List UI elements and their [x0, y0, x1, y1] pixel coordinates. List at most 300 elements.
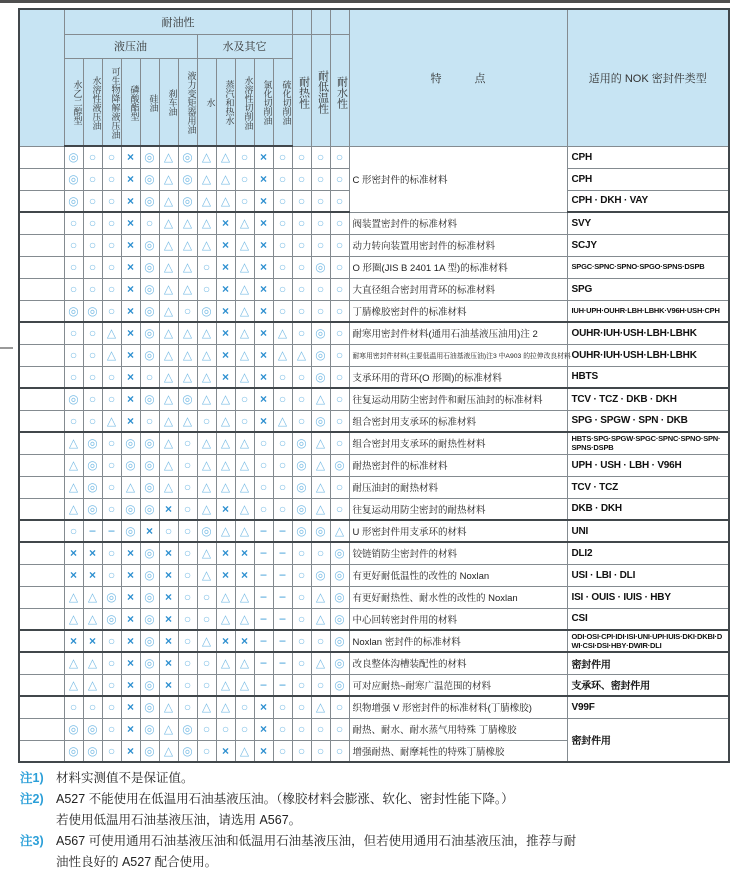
table-row	[19, 454, 729, 476]
rating-symbol-cell: ○	[292, 300, 311, 322]
rating-symbol-cell: ◎	[292, 432, 311, 454]
rating-symbol-cell: △	[64, 674, 83, 696]
rating-symbol-cell: △	[178, 410, 197, 432]
column-header-fluid-8: 水	[197, 58, 216, 146]
rating-symbol-cell: ○	[330, 344, 349, 366]
rating-symbol-cell: △	[64, 652, 83, 674]
rating-symbol-cell: ○	[311, 674, 330, 696]
rating-symbol-cell: ○	[102, 212, 121, 234]
footnote-text: A527 不能使用在低温用石油基液压油。（橡胶材料会膨涨、软化、密封性能下降。）	[56, 792, 514, 806]
rating-symbol-cell: △	[216, 674, 235, 696]
rating-symbol-cell: ○	[102, 740, 121, 762]
rating-symbol-cell: ×	[235, 542, 254, 564]
rating-symbol-cell: ○	[140, 366, 159, 388]
rating-symbol-cell: ○	[292, 366, 311, 388]
rating-symbol-cell: ◎	[83, 454, 102, 476]
footnote-label	[20, 810, 56, 831]
rating-symbol-cell: ◎	[102, 608, 121, 630]
rating-symbol-cell: △	[216, 168, 235, 190]
column-header-fluid-1: 水乙二醇型	[64, 58, 83, 146]
rating-symbol-cell: ×	[83, 564, 102, 586]
rating-symbol-cell: △	[273, 344, 292, 366]
rating-symbol-cell: ◎	[121, 454, 140, 476]
nok-type-cell: USI · LBI · DLI	[567, 564, 729, 586]
rating-symbol-cell: ◎	[178, 718, 197, 740]
header-features: 特 点	[349, 9, 567, 146]
nok-type-cell: CPH	[567, 146, 729, 168]
rating-symbol-cell: △	[235, 674, 254, 696]
rating-symbol-cell: ◎	[140, 234, 159, 256]
rating-symbol-cell: ×	[254, 696, 273, 718]
rating-symbol-cell: △	[311, 586, 330, 608]
rating-symbol-cell: ◎	[64, 190, 83, 212]
nok-type-cell: UPH · USH · LBH · V96H	[567, 454, 729, 476]
blank-cell	[19, 696, 64, 718]
rating-symbol-cell: ×	[159, 630, 178, 652]
rating-symbol-cell: △	[235, 234, 254, 256]
table-row	[19, 278, 729, 300]
rating-symbol-cell: △	[197, 322, 216, 344]
rating-symbol-cell: ○	[330, 168, 349, 190]
rating-symbol-cell: ○	[197, 256, 216, 278]
nok-type-cell: 密封件用	[567, 718, 729, 762]
rating-symbol-cell: −	[254, 542, 273, 564]
rating-symbol-cell: ×	[216, 366, 235, 388]
rating-symbol-cell: ×	[121, 630, 140, 652]
column-header-fluid-3: 可生物降解液压油	[102, 58, 121, 146]
rating-symbol-cell: ○	[197, 410, 216, 432]
rating-symbol-cell: △	[159, 168, 178, 190]
table-row	[19, 256, 729, 278]
rating-symbol-cell: ○	[292, 564, 311, 586]
rating-symbol-cell: △	[311, 652, 330, 674]
rating-symbol-cell: ×	[254, 278, 273, 300]
footnote-label	[20, 852, 56, 873]
rating-symbol-cell: ○	[292, 410, 311, 432]
nok-type-cell: CPH	[567, 168, 729, 190]
rating-symbol-cell: △	[216, 520, 235, 542]
blank-cell	[19, 190, 64, 212]
rating-symbol-cell: ×	[121, 586, 140, 608]
rating-symbol-cell: △	[216, 388, 235, 410]
rating-symbol-cell: ○	[330, 234, 349, 256]
footnote-text: 材料实测值不是保证值。	[56, 771, 194, 785]
rating-symbol-cell: ○	[64, 278, 83, 300]
rating-symbol-cell: ○	[102, 168, 121, 190]
rating-symbol-cell: ○	[330, 190, 349, 212]
rating-symbol-cell: △	[197, 432, 216, 454]
rating-symbol-cell: ◎	[83, 498, 102, 520]
rating-symbol-cell: ○	[102, 278, 121, 300]
rating-symbol-cell: ○	[292, 168, 311, 190]
rating-symbol-cell: ◎	[140, 146, 159, 168]
rating-symbol-cell: ○	[273, 718, 292, 740]
rating-symbol-cell: ○	[292, 278, 311, 300]
rating-symbol-cell: ○	[64, 256, 83, 278]
rating-symbol-cell: △	[197, 630, 216, 652]
rating-symbol-cell: −	[254, 674, 273, 696]
rating-symbol-cell: ◎	[64, 740, 83, 762]
rating-symbol-cell: △	[216, 608, 235, 630]
blank-cell	[19, 630, 64, 652]
rating-symbol-cell: ×	[216, 322, 235, 344]
rating-symbol-cell: △	[235, 256, 254, 278]
rating-symbol-cell: ×	[121, 278, 140, 300]
rating-symbol-cell: ×	[254, 322, 273, 344]
rating-symbol-cell: −	[273, 586, 292, 608]
rating-symbol-cell: △	[159, 410, 178, 432]
rating-symbol-cell: −	[254, 564, 273, 586]
rating-symbol-cell: △	[121, 476, 140, 498]
rating-symbol-cell: ○	[197, 652, 216, 674]
blank-cell	[19, 652, 64, 674]
rating-symbol-cell: ○	[292, 322, 311, 344]
rating-symbol-cell: △	[216, 410, 235, 432]
rating-symbol-cell: △	[197, 366, 216, 388]
rating-symbol-cell: ×	[121, 564, 140, 586]
table-row	[19, 696, 729, 718]
rating-symbol-cell: ×	[216, 278, 235, 300]
rating-symbol-cell: −	[83, 520, 102, 542]
rating-symbol-cell: ○	[197, 278, 216, 300]
feature-cell: 组合密封用支承环的标准材料	[349, 410, 567, 432]
rating-symbol-cell: ○	[311, 278, 330, 300]
header-spacer-heat	[292, 9, 311, 34]
rating-symbol-cell: ○	[273, 366, 292, 388]
rating-symbol-cell: ×	[254, 146, 273, 168]
rating-symbol-cell: ○	[178, 476, 197, 498]
rating-symbol-cell: △	[159, 388, 178, 410]
rating-symbol-cell: ○	[83, 256, 102, 278]
rating-symbol-cell: ×	[254, 366, 273, 388]
rating-symbol-cell: △	[64, 432, 83, 454]
feature-cell: 耐热、耐水、耐水蒸气用特殊 丁腈橡胶	[349, 718, 567, 740]
rating-symbol-cell: ○	[292, 190, 311, 212]
rating-symbol-cell: ○	[254, 476, 273, 498]
blank-cell	[19, 542, 64, 564]
rating-symbol-cell: ○	[254, 432, 273, 454]
nok-type-cell: SPGC·SPNC·SPNO·SPGO·SPNS·DSPB	[567, 256, 729, 278]
table-row	[19, 498, 729, 520]
header-spacer-water	[330, 9, 349, 34]
blank-cell	[19, 674, 64, 696]
rating-symbol-cell: ○	[273, 432, 292, 454]
table-row	[19, 410, 729, 432]
rating-symbol-cell: −	[273, 630, 292, 652]
rating-symbol-cell: △	[197, 190, 216, 212]
rating-symbol-cell: ×	[121, 652, 140, 674]
nok-type-cell: DKB · DKH	[567, 498, 729, 520]
rating-symbol-cell: ×	[159, 608, 178, 630]
rating-symbol-cell: △	[235, 608, 254, 630]
rating-symbol-cell: △	[235, 366, 254, 388]
rating-symbol-cell: ○	[83, 322, 102, 344]
rating-symbol-cell: ◎	[330, 652, 349, 674]
rating-symbol-cell: ○	[273, 476, 292, 498]
rating-symbol-cell: △	[216, 586, 235, 608]
header-water-resistance: 耐水性	[330, 34, 349, 146]
rating-symbol-cell: ○	[273, 234, 292, 256]
rating-symbol-cell: ×	[121, 608, 140, 630]
rating-symbol-cell: ○	[64, 410, 83, 432]
feature-cell: 耐寒用密封件材料(主要低温用石油基液压油)注3 中A903 的拉伸改良材料	[349, 344, 567, 366]
rating-symbol-cell: △	[216, 652, 235, 674]
rating-symbol-cell: △	[178, 234, 197, 256]
rating-symbol-cell: ○	[292, 542, 311, 564]
nok-type-cell: TCV · TCZ	[567, 476, 729, 498]
rating-symbol-cell: ○	[102, 630, 121, 652]
nok-type-cell: TCV · TCZ · DKB · DKH	[567, 388, 729, 410]
rating-symbol-cell: ○	[235, 168, 254, 190]
rating-symbol-cell: △	[197, 168, 216, 190]
rating-symbol-cell: ○	[311, 718, 330, 740]
rating-symbol-cell: ◎	[311, 410, 330, 432]
blank-cell	[19, 608, 64, 630]
rating-symbol-cell: △	[159, 278, 178, 300]
rating-symbol-cell: △	[64, 476, 83, 498]
rating-symbol-cell: △	[64, 586, 83, 608]
rating-symbol-cell: ○	[235, 388, 254, 410]
rating-symbol-cell: ◎	[330, 630, 349, 652]
rating-symbol-cell: △	[235, 498, 254, 520]
header-water-and-others: 水及其它	[197, 34, 292, 58]
column-header-fluid-5: 硅油	[140, 58, 159, 146]
rating-symbol-cell: △	[197, 696, 216, 718]
rating-symbol-cell: ◎	[140, 674, 159, 696]
rating-symbol-cell: ○	[83, 168, 102, 190]
rating-symbol-cell: ◎	[140, 564, 159, 586]
rating-symbol-cell: ○	[64, 696, 83, 718]
rating-symbol-cell: ◎	[140, 476, 159, 498]
rating-symbol-cell: ○	[83, 388, 102, 410]
rating-symbol-cell: ×	[83, 542, 102, 564]
feature-cell: 组合密封用支承环的耐热性材料	[349, 432, 567, 454]
rating-symbol-cell: ×	[121, 256, 140, 278]
rating-symbol-cell: ×	[121, 718, 140, 740]
footnote-line	[20, 768, 722, 789]
rating-symbol-cell: ○	[102, 476, 121, 498]
rating-symbol-cell: ×	[254, 344, 273, 366]
rating-symbol-cell: ○	[64, 344, 83, 366]
rating-symbol-cell: ○	[178, 300, 197, 322]
rating-symbol-cell: ×	[121, 740, 140, 762]
footnote-label: 注1)	[20, 771, 44, 785]
rating-symbol-cell: △	[273, 410, 292, 432]
rating-symbol-cell: ○	[102, 454, 121, 476]
footnote-label: 注2)	[20, 792, 44, 806]
rating-symbol-cell: ×	[121, 190, 140, 212]
column-header-fluid-10: 水溶性切削油	[235, 58, 254, 146]
table-row	[19, 388, 729, 410]
rating-symbol-cell: △	[159, 696, 178, 718]
rating-symbol-cell: △	[159, 366, 178, 388]
feature-cell: 可对应耐热~耐寒广温范围的材料	[349, 674, 567, 696]
table-row	[19, 652, 729, 674]
rating-symbol-cell: ○	[330, 322, 349, 344]
rating-symbol-cell: ○	[273, 146, 292, 168]
nok-type-cell: IUH·UPH·OUHR·LBH·LBHK·V96H·USH·CPH	[567, 300, 729, 322]
rating-symbol-cell: ×	[254, 168, 273, 190]
rating-symbol-cell: ◎	[140, 630, 159, 652]
column-header-fluid-4: 磷酸酯型	[121, 58, 140, 146]
rating-symbol-cell: △	[235, 652, 254, 674]
rating-symbol-cell: ○	[102, 564, 121, 586]
rating-symbol-cell: ○	[102, 190, 121, 212]
feature-cell: 有更好耐热性、耐水性的改性的 Noxlan	[349, 586, 567, 608]
rating-symbol-cell: △	[311, 388, 330, 410]
footnote-line	[20, 810, 722, 831]
rating-symbol-cell: ◎	[311, 366, 330, 388]
header-heat-resistance: 耐热性	[292, 34, 311, 146]
rating-symbol-cell: ×	[121, 212, 140, 234]
rating-symbol-cell: ○	[102, 256, 121, 278]
rating-symbol-cell: ×	[254, 190, 273, 212]
rating-symbol-cell: △	[159, 432, 178, 454]
rating-symbol-cell: ○	[254, 498, 273, 520]
column-header-fluid-12: 硫化切削油	[273, 58, 292, 146]
rating-symbol-cell: ○	[273, 300, 292, 322]
rating-symbol-cell: ◎	[83, 740, 102, 762]
rating-symbol-cell: ○	[273, 256, 292, 278]
rating-symbol-cell: △	[197, 564, 216, 586]
feature-cell: 往复运动用防尘密封的耐热材料	[349, 498, 567, 520]
table-row	[19, 674, 729, 696]
blank-cell	[19, 476, 64, 498]
rating-symbol-cell: △	[311, 498, 330, 520]
feature-cell: 改良整体沟槽装配性的材料	[349, 652, 567, 674]
blank-cell	[19, 212, 64, 234]
rating-symbol-cell: ×	[254, 300, 273, 322]
rating-symbol-cell: ○	[102, 388, 121, 410]
feature-cell: Noxlan 密封件的标准材料	[349, 630, 567, 652]
rating-symbol-cell: △	[311, 608, 330, 630]
table-row	[19, 322, 729, 344]
rating-symbol-cell: ○	[330, 696, 349, 718]
rating-symbol-cell: ×	[159, 564, 178, 586]
rating-symbol-cell: ○	[83, 212, 102, 234]
nok-type-cell: UNI	[567, 520, 729, 542]
rating-symbol-cell: ×	[254, 256, 273, 278]
feature-cell: 耐寒用密封件材料(通用石油基液压油用)注 2	[349, 322, 567, 344]
table-row	[19, 212, 729, 234]
rating-symbol-cell: ◎	[292, 476, 311, 498]
rating-symbol-cell: △	[197, 388, 216, 410]
footnote-line	[20, 852, 722, 873]
rating-symbol-cell: ○	[330, 410, 349, 432]
footnote-line	[20, 831, 722, 852]
rating-symbol-cell: ○	[178, 630, 197, 652]
rating-symbol-cell: ○	[102, 432, 121, 454]
rating-symbol-cell: △	[216, 454, 235, 476]
rating-symbol-cell: ×	[216, 498, 235, 520]
rating-symbol-cell: ○	[235, 410, 254, 432]
rating-symbol-cell: △	[235, 476, 254, 498]
blank-cell	[19, 300, 64, 322]
rating-symbol-cell: ◎	[140, 388, 159, 410]
column-header-fluid-6: 刹车油	[159, 58, 178, 146]
rating-symbol-cell: ○	[83, 146, 102, 168]
rating-symbol-cell: ○	[292, 586, 311, 608]
rating-symbol-cell: ○	[330, 432, 349, 454]
rating-symbol-cell: ×	[121, 168, 140, 190]
rating-symbol-cell: △	[216, 476, 235, 498]
rating-symbol-cell: ◎	[83, 476, 102, 498]
rating-symbol-cell: ◎	[330, 608, 349, 630]
rating-symbol-cell: △	[83, 608, 102, 630]
rating-symbol-cell: −	[273, 520, 292, 542]
rating-symbol-cell: △	[102, 344, 121, 366]
rating-symbol-cell: △	[235, 322, 254, 344]
rating-symbol-cell: ○	[292, 256, 311, 278]
rating-symbol-cell: △	[235, 740, 254, 762]
feature-cell: 丁腈橡胶密封件的标准材料	[349, 300, 567, 322]
rating-symbol-cell: ○	[273, 278, 292, 300]
rating-symbol-cell: △	[235, 432, 254, 454]
rating-symbol-cell: ◎	[140, 168, 159, 190]
blank-cell	[19, 564, 64, 586]
feature-cell: 支承环用的背环(O 形圈)的标准材料	[349, 366, 567, 388]
scan-artifact-top	[0, 0, 730, 3]
rating-symbol-cell: −	[254, 608, 273, 630]
header-spacer-lowtemp	[311, 9, 330, 34]
rating-symbol-cell: ◎	[140, 256, 159, 278]
rating-symbol-cell: △	[197, 542, 216, 564]
rating-symbol-cell: ◎	[83, 718, 102, 740]
blank-cell	[19, 168, 64, 190]
rating-symbol-cell: ◎	[64, 168, 83, 190]
rating-symbol-cell: ○	[178, 498, 197, 520]
rating-symbol-cell: ◎	[64, 388, 83, 410]
feature-cell: 织物增强 V 形密封件的标准材料(丁腈橡胶)	[349, 696, 567, 718]
rating-symbol-cell: ○	[330, 476, 349, 498]
rating-symbol-cell: ○	[83, 278, 102, 300]
rating-symbol-cell: ×	[216, 740, 235, 762]
rating-symbol-cell: △	[235, 586, 254, 608]
nok-type-cell: CSI	[567, 608, 729, 630]
rating-symbol-cell: ×	[159, 586, 178, 608]
feature-cell: 增强耐热、耐摩耗性的特殊丁腈橡胶	[349, 740, 567, 762]
rating-symbol-cell: △	[102, 322, 121, 344]
rating-symbol-cell: △	[159, 740, 178, 762]
blank-cell	[19, 520, 64, 542]
rating-symbol-cell: ◎	[197, 520, 216, 542]
rating-symbol-cell: ○	[311, 212, 330, 234]
rating-symbol-cell: ×	[140, 520, 159, 542]
rating-symbol-cell: ○	[235, 146, 254, 168]
rating-symbol-cell: ×	[121, 542, 140, 564]
rating-symbol-cell: △	[159, 212, 178, 234]
rating-symbol-cell: ○	[311, 234, 330, 256]
nok-type-cell: HBTS	[567, 366, 729, 388]
rating-symbol-cell: ○	[83, 234, 102, 256]
rating-symbol-cell: △	[197, 234, 216, 256]
footnote-text: A567 可使用通用石油基液压油和低温用石油基液压油，但若使用通用石油基液压油，推荐与耐	[56, 834, 577, 848]
rating-symbol-cell: ◎	[140, 432, 159, 454]
rating-symbol-cell: −	[254, 630, 273, 652]
rating-symbol-cell: ○	[102, 234, 121, 256]
rating-symbol-cell: ○	[197, 586, 216, 608]
rating-symbol-cell: ×	[235, 630, 254, 652]
rating-symbol-cell: △	[83, 674, 102, 696]
rating-symbol-cell: ×	[216, 256, 235, 278]
rating-symbol-cell: △	[273, 322, 292, 344]
footnote-line	[20, 789, 722, 810]
page-margin-tick	[0, 347, 13, 349]
table-row	[19, 234, 729, 256]
rating-symbol-cell: ○	[330, 366, 349, 388]
rating-symbol-cell: ○	[273, 740, 292, 762]
rating-symbol-cell: △	[64, 498, 83, 520]
